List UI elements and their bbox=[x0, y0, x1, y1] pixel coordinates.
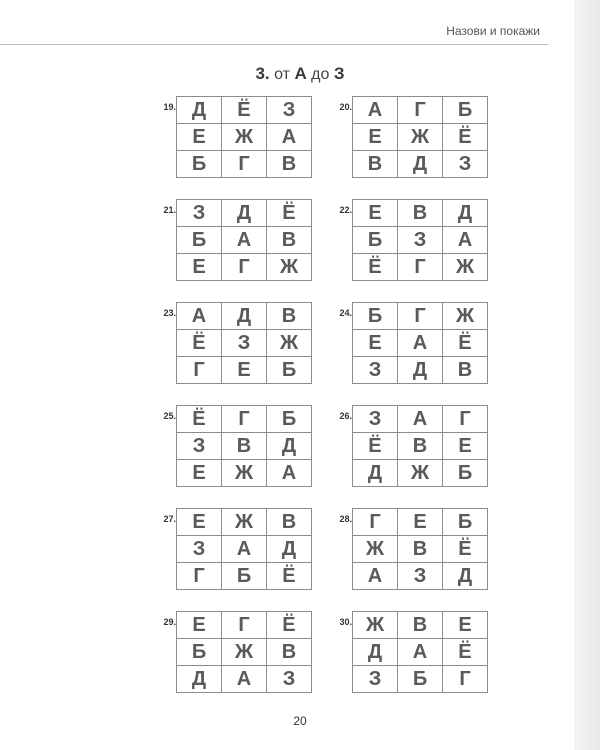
grid-cell: Г bbox=[398, 254, 443, 281]
exercise-30 bbox=[322, 611, 482, 691]
grid-cell: В bbox=[267, 303, 312, 330]
grid-cell: Д bbox=[177, 97, 222, 124]
grid-cell: В bbox=[267, 227, 312, 254]
grid-cell: Б bbox=[222, 563, 267, 590]
grid-cell: Ё bbox=[267, 563, 312, 590]
grid-cell: А bbox=[398, 330, 443, 357]
grid-cell: А bbox=[222, 536, 267, 563]
letter-grid bbox=[176, 508, 312, 590]
grid-cell: Д bbox=[353, 639, 398, 666]
grid-cell: Д bbox=[177, 666, 222, 693]
grid-cell: Е bbox=[353, 124, 398, 151]
grid-cell: Ж bbox=[398, 460, 443, 487]
section-letter-to: З bbox=[333, 64, 345, 83]
exercise-28 bbox=[322, 508, 482, 588]
grid-cell: Ё bbox=[177, 406, 222, 433]
grid-cell: З bbox=[398, 563, 443, 590]
grid-cell: Д bbox=[398, 357, 443, 384]
grid-cell: Д bbox=[353, 460, 398, 487]
grid-cell: Ё bbox=[353, 433, 398, 460]
exercise-number: 25. bbox=[163, 411, 176, 421]
grid-cell: Ж bbox=[222, 460, 267, 487]
letter-grid bbox=[352, 611, 488, 693]
grid-cell: Д bbox=[398, 151, 443, 178]
letter-grid bbox=[352, 508, 488, 590]
grid-cell: Г bbox=[177, 563, 222, 590]
grid-cell: А bbox=[267, 124, 312, 151]
section-number: 3. bbox=[255, 64, 270, 83]
grid-cell: Г bbox=[222, 254, 267, 281]
grid-cell: В bbox=[222, 433, 267, 460]
grid-cell: З bbox=[398, 227, 443, 254]
grid-cell: Г bbox=[398, 97, 443, 124]
exercise-number: 26. bbox=[339, 411, 352, 421]
exercise-29 bbox=[146, 611, 306, 691]
letter-grid bbox=[352, 199, 488, 281]
grid-cell: Ё bbox=[267, 200, 312, 227]
grid-cell: А bbox=[398, 406, 443, 433]
exercise-number: 24. bbox=[339, 308, 352, 318]
grid-cell: В bbox=[267, 151, 312, 178]
grid-cell: Б bbox=[267, 357, 312, 384]
grid-cell: Б bbox=[353, 303, 398, 330]
section-text-pre: от bbox=[274, 66, 290, 83]
grid-cell: В bbox=[267, 639, 312, 666]
grid-cell: Г bbox=[398, 303, 443, 330]
grid-cell: Е bbox=[353, 200, 398, 227]
grid-cell: Е bbox=[353, 330, 398, 357]
grid-cell: З bbox=[353, 357, 398, 384]
grid-cell: В bbox=[353, 151, 398, 178]
grid-cell: Ж bbox=[443, 254, 488, 281]
grid-cell: Ж bbox=[222, 509, 267, 536]
grid-cell: Е bbox=[398, 509, 443, 536]
grid-cell: З bbox=[443, 151, 488, 178]
grid-cell: Ж bbox=[353, 536, 398, 563]
grid-cell: Е bbox=[443, 433, 488, 460]
header-label: Назови и покажи bbox=[446, 24, 540, 38]
grid-cell: Ё bbox=[443, 639, 488, 666]
grid-cell: В bbox=[398, 433, 443, 460]
letter-grid bbox=[176, 405, 312, 487]
letter-grid bbox=[176, 611, 312, 693]
grid-cell: Ж bbox=[353, 612, 398, 639]
grid-cell: Г bbox=[353, 509, 398, 536]
grid-cell: Е bbox=[177, 509, 222, 536]
grid-cell: З bbox=[353, 406, 398, 433]
page-number: 20 bbox=[293, 714, 307, 728]
grid-cell: А bbox=[177, 303, 222, 330]
grid-cell: Д bbox=[443, 563, 488, 590]
exercise-27 bbox=[146, 508, 306, 588]
letter-grid bbox=[352, 96, 488, 178]
grid-cell: З bbox=[177, 200, 222, 227]
grid-cell: Г bbox=[443, 406, 488, 433]
grid-cell: Ж bbox=[398, 124, 443, 151]
grid-cell: Б bbox=[177, 151, 222, 178]
letter-grid bbox=[352, 405, 488, 487]
page-edge-shadow bbox=[574, 0, 600, 750]
grid-cell: А bbox=[353, 97, 398, 124]
grid-cell: Ж bbox=[222, 124, 267, 151]
grid-cell: Ё bbox=[443, 124, 488, 151]
grid-cell: Д bbox=[222, 200, 267, 227]
grid-cell: Б bbox=[398, 666, 443, 693]
grid-cell: Ж bbox=[267, 330, 312, 357]
grid-cell: Ё bbox=[443, 330, 488, 357]
grid-cell: Ё bbox=[443, 536, 488, 563]
exercise-23 bbox=[146, 302, 306, 382]
grid-cell: Ж bbox=[443, 303, 488, 330]
exercise-20 bbox=[322, 96, 482, 176]
grid-cell: З bbox=[177, 536, 222, 563]
letter-grid bbox=[176, 199, 312, 281]
grid-cell: З bbox=[222, 330, 267, 357]
grid-cell: Б bbox=[177, 227, 222, 254]
grid-cell: В bbox=[267, 509, 312, 536]
letter-grid bbox=[352, 302, 488, 384]
exercise-number: 21. bbox=[163, 205, 176, 215]
grid-cell: Е bbox=[177, 124, 222, 151]
exercise-number: 29. bbox=[163, 617, 176, 627]
grid-cell: Г bbox=[222, 406, 267, 433]
exercise-22 bbox=[322, 199, 482, 279]
grid-cell: Б bbox=[267, 406, 312, 433]
grid-cell: Ё bbox=[353, 254, 398, 281]
exercise-number: 22. bbox=[339, 205, 352, 215]
exercise-number: 23. bbox=[163, 308, 176, 318]
exercise-number: 30. bbox=[339, 617, 352, 627]
grid-cell: Б bbox=[443, 97, 488, 124]
grid-cell: Ж bbox=[222, 639, 267, 666]
header-divider bbox=[0, 44, 548, 45]
grid-cell: А bbox=[222, 227, 267, 254]
grid-cell: В bbox=[398, 200, 443, 227]
grid-cell: Г bbox=[177, 357, 222, 384]
grid-cell: Е bbox=[222, 357, 267, 384]
grid-cell: З bbox=[267, 97, 312, 124]
grid-cell: Ж bbox=[267, 254, 312, 281]
grid-cell: А bbox=[353, 563, 398, 590]
grid-cell: Ё bbox=[177, 330, 222, 357]
exercise-25 bbox=[146, 405, 306, 485]
grid-cell: Е bbox=[177, 254, 222, 281]
grid-cell: А bbox=[398, 639, 443, 666]
exercise-24 bbox=[322, 302, 482, 382]
section-title bbox=[0, 64, 600, 84]
grid-cell: Е bbox=[177, 612, 222, 639]
exercise-26 bbox=[322, 405, 482, 485]
grid-cell: З bbox=[353, 666, 398, 693]
grid-cell: А bbox=[267, 460, 312, 487]
grid-cell: Г bbox=[222, 612, 267, 639]
grid-cell: Е bbox=[443, 612, 488, 639]
grid-cell: Ё bbox=[267, 612, 312, 639]
exercise-number: 20. bbox=[339, 102, 352, 112]
grid-cell: Г bbox=[222, 151, 267, 178]
grid-cell: З bbox=[267, 666, 312, 693]
letter-grid bbox=[176, 302, 312, 384]
grid-cell: Б bbox=[353, 227, 398, 254]
grid-cell: В bbox=[398, 536, 443, 563]
exercise-19 bbox=[146, 96, 306, 176]
grid-cell: Д bbox=[267, 536, 312, 563]
grid-cell: Г bbox=[443, 666, 488, 693]
exercise-number: 28. bbox=[339, 514, 352, 524]
letter-grid bbox=[176, 96, 312, 178]
grid-cell: З bbox=[177, 433, 222, 460]
grid-cell: Ё bbox=[222, 97, 267, 124]
grid-cell: Е bbox=[177, 460, 222, 487]
grid-cell: Д bbox=[443, 200, 488, 227]
grid-cell: Б bbox=[443, 509, 488, 536]
grid-cell: В bbox=[443, 357, 488, 384]
grid-cell: Б bbox=[443, 460, 488, 487]
grid-cell: Д bbox=[222, 303, 267, 330]
exercise-21 bbox=[146, 199, 306, 279]
grid-cell: А bbox=[222, 666, 267, 693]
section-letter-from: А bbox=[294, 64, 307, 83]
grid-cell: Д bbox=[267, 433, 312, 460]
grid-cell: А bbox=[443, 227, 488, 254]
grid-cell: Б bbox=[177, 639, 222, 666]
exercise-number: 19. bbox=[163, 102, 176, 112]
exercise-number: 27. bbox=[163, 514, 176, 524]
section-text-mid: до bbox=[311, 66, 330, 83]
grid-cell: В bbox=[398, 612, 443, 639]
